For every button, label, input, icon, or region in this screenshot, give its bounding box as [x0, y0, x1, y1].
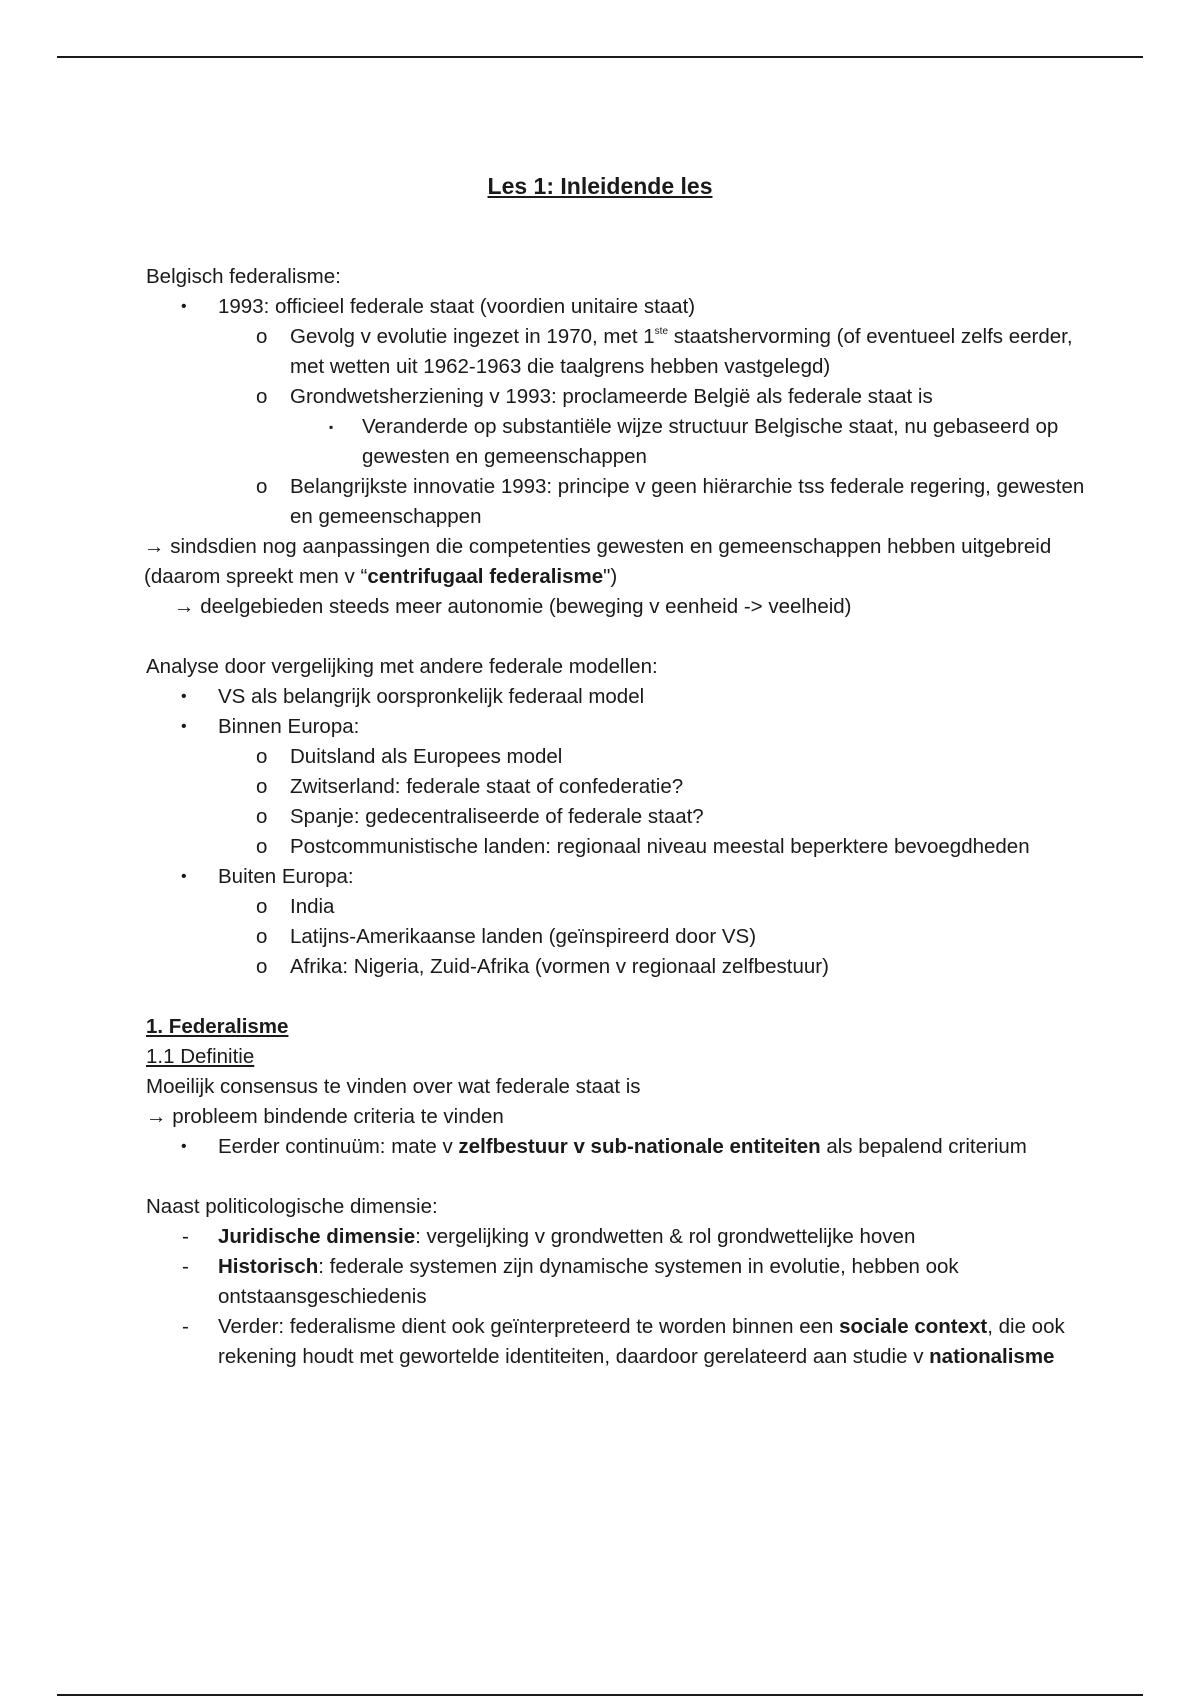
buiten-europa-list	[146, 892, 1086, 982]
list-item-text: Juridische dimensie: vergelijking v grondwetten & rol grondwettelijke hoven	[218, 1225, 916, 1248]
list-item	[146, 802, 1086, 832]
list-item-text: Gevolg v evolutie ingezet in 1970, met 1ste staatshervorming (of eventueel zelfs eerder, met wetten uit 1962-1963 die taalgrens hebben vastgelegd)	[290, 325, 1073, 378]
bullet-icon: •	[181, 868, 187, 885]
sub-list	[146, 472, 1086, 532]
list-item-text: 1993: officieel federale staat (voordien unitaire staat)	[218, 295, 696, 318]
arrow-icon: →	[174, 595, 195, 618]
circle-bullet-icon: o	[256, 895, 268, 918]
dash-bullet-icon: -	[182, 1225, 189, 1248]
circle-bullet-icon: o	[256, 475, 268, 498]
bullet-icon: •	[181, 688, 187, 705]
sub-sub-list	[146, 412, 1086, 472]
paragraph: Moeilijk consensus te vinden over wat federale staat is	[146, 1075, 641, 1098]
arrow-note: → probleem bindende criteria te vinden	[146, 1105, 504, 1128]
list-item-text: Buiten Europa:	[218, 865, 354, 888]
list-item	[146, 1312, 1086, 1372]
dash-bullet-icon: -	[182, 1315, 189, 1338]
list-item	[146, 472, 1086, 532]
arrow-note: → sindsdien nog aanpassingen die competenties gewesten en gemeenschappen hebben uitgebreid (daarom spreekt men v “centrifugaal federalisme")	[144, 535, 1052, 588]
belgisch-federalisme-heading: Belgisch federalisme:	[146, 265, 341, 288]
dimensie-heading: Naast politicologische dimensie:	[146, 1195, 438, 1218]
list-item-text: Postcommunistische landen: regionaal niveau meestal beperktere bevoegdheden	[290, 835, 1030, 858]
list-item-text: Afrika: Nigeria, Zuid-Afrika (vormen v regionaal zelfbestuur)	[290, 955, 829, 978]
circle-bullet-icon: o	[256, 955, 268, 978]
list-item	[146, 1132, 1086, 1162]
list-item	[146, 742, 1086, 772]
list-item-text: Binnen Europa:	[218, 715, 360, 738]
circle-bullet-icon: o	[256, 745, 268, 768]
list-item	[146, 322, 1086, 382]
list-item-text: India	[290, 895, 335, 918]
circle-bullet-icon: o	[256, 325, 268, 348]
list-item-text: Verder: federalisme dient ook geïnterpreteerd te worden binnen een sociale context, die ook rekening houdt met gewortelde identiteiten, daardoor gerelateerd aan studie v nationalisme	[218, 1315, 1065, 1368]
circle-bullet-icon: o	[256, 805, 268, 828]
list-item	[146, 862, 1086, 892]
models-bullet-list	[146, 682, 1086, 742]
document-body	[146, 262, 1086, 1372]
analyse-heading: Analyse door vergelijking met andere federale modellen:	[146, 655, 658, 678]
circle-bullet-icon: o	[256, 835, 268, 858]
models-bullet-list	[146, 862, 1086, 892]
list-item-text: Belangrijkste innovatie 1993: principe v geen hiërarchie tss federale regering, gewesten en gemeenschappen	[290, 475, 1085, 528]
arrow-icon: →	[146, 1105, 167, 1128]
bullet-icon: •	[181, 298, 187, 315]
federalisme-bullet-list	[146, 292, 1086, 322]
list-item-text: Historisch: federale systemen zijn dynamische systemen in evolutie, hebben ook ontstaansgeschiedenis	[218, 1255, 959, 1308]
list-item	[146, 892, 1086, 922]
list-item	[146, 922, 1086, 952]
list-item-text: Veranderde op substantiële wijze structuur Belgische staat, nu gebaseerd op gewesten en gemeenschappen	[362, 415, 1059, 468]
list-item	[146, 292, 1086, 322]
list-item-text: Eerder continuüm: mate v zelfbestuur v sub-nationale entiteiten als bepalend criterium	[218, 1135, 1027, 1158]
binnen-europa-list	[146, 742, 1086, 862]
page-title: Les 1: Inleidende les	[487, 173, 713, 199]
list-item	[146, 1222, 1086, 1252]
list-item	[146, 952, 1086, 982]
list-item-text: Grondwetsherziening v 1993: proclameerde België als federale staat is	[290, 385, 933, 408]
list-item-text: Spanje: gedecentraliseerde of federale staat?	[290, 805, 704, 828]
list-item-text: Zwitserland: federale staat of confederatie?	[290, 775, 684, 798]
list-item-text: VS als belangrijk oorspronkelijk federaal model	[218, 685, 645, 708]
list-item	[146, 832, 1086, 862]
list-item-text: Duitsland als Europees model	[290, 745, 563, 768]
criteria-bullet-list	[146, 1132, 1086, 1162]
list-item	[146, 682, 1086, 712]
list-item	[146, 772, 1086, 802]
subsection-heading: 1.1 Definitie	[146, 1045, 255, 1068]
list-item-text: Latijns-Amerikaanse landen (geïnspireerd door VS)	[290, 925, 757, 948]
section-heading: 1. Federalisme	[146, 1015, 289, 1038]
list-item	[146, 1252, 1086, 1312]
circle-bullet-icon: o	[256, 775, 268, 798]
superscript: ste	[654, 326, 669, 337]
list-item	[146, 412, 1086, 472]
arrow-note: → deelgebieden steeds meer autonomie (beweging v eenheid -> veelheid)	[174, 595, 852, 618]
square-bullet-icon: ▪	[329, 420, 334, 434]
footer-rule	[57, 1694, 1143, 1696]
bullet-icon: •	[181, 1138, 187, 1155]
bullet-icon: •	[181, 718, 187, 735]
circle-bullet-icon: o	[256, 925, 268, 948]
arrow-icon: →	[144, 535, 165, 558]
dash-bullet-icon: -	[182, 1255, 189, 1278]
list-item	[146, 712, 1086, 742]
list-item	[146, 382, 1086, 412]
sub-list	[146, 322, 1086, 412]
header-rule	[57, 56, 1143, 58]
circle-bullet-icon: o	[256, 385, 268, 408]
dimension-dash-list	[146, 1222, 1086, 1372]
